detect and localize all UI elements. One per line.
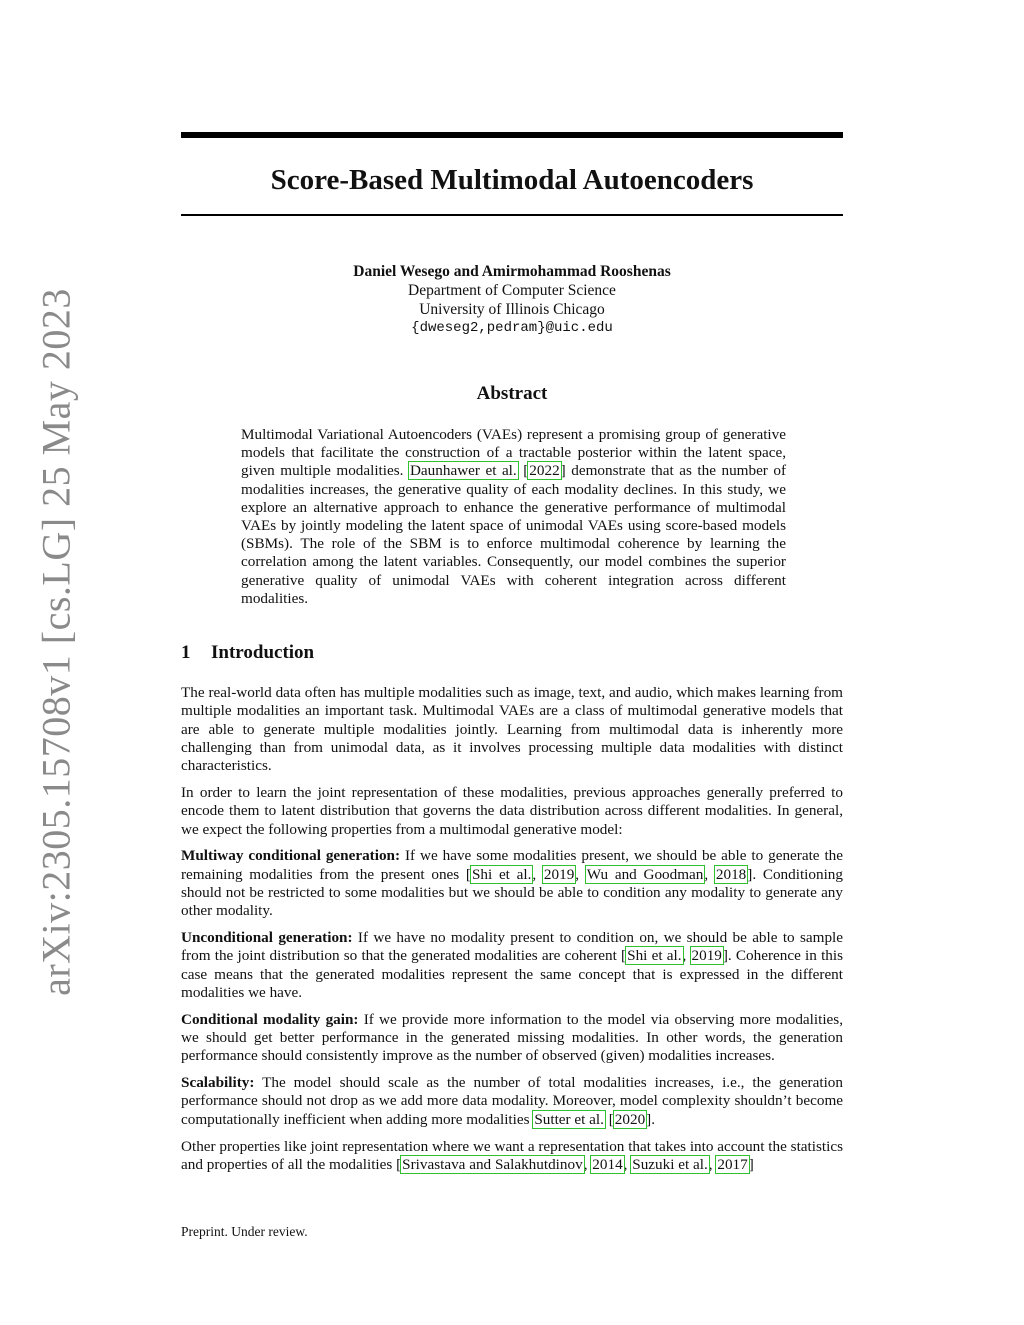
paragraph: In order to learn the joint representation of these modalities, previous approaches generally preferred to encode them to latent distribution that governs the data distribution across different modalities. In general, we expect the following properties from a multimodal generative model:: [181, 783, 843, 838]
paragraph-text: ]. Conditioning should not be restricted to some modalities but we should be able to condition any modality to generate any other modality.: [181, 865, 843, 920]
citation-link[interactable]: Shi et al.: [627, 947, 682, 965]
author-block: [181, 262, 843, 338]
paper-title: Score-Based Multimodal Autoencoders: [270, 164, 754, 196]
abstract-text-2: demonstrate that as the number of modalities increases, the generative quality of each modality declines. In this study, we explore an alternative approach to enhance the generative performance of multimodal VAEs by jointly modeling the latent space of unimodal VAEs using score-based models (SBMs). The role of the SBM is to enforce multimodal coherence by learning the correlation among the latent variables. Consequently, our model combines the superior generative quality of unimodal VAEs with coherent integration across different modalities.: [241, 462, 787, 607]
title-bottom-rule: [181, 214, 843, 216]
section-heading-introduction: [181, 642, 314, 664]
paragraph-text: ].: [646, 1110, 656, 1128]
paragraph-text: ]. Coherence in this case means that the generated modalities represent the same concept that is expressed in the different modalities we have.: [181, 947, 844, 1001]
arxiv-identifier: arXiv:2305.15708v1 [cs.LG] 25 May 2023: [33, 288, 79, 996]
citation-link[interactable]: Sutter et al.: [534, 1110, 604, 1128]
title-top-rule: [181, 132, 843, 138]
citation-link[interactable]: Wu and Goodman: [586, 865, 704, 883]
paragraph: [181, 1011, 843, 1066]
paragraph: Scalability: The model should scale as the number of total modalities increases, i.e., the generation performance should not drop as we add more data modality. Moreover, model complexity shouldn’t become computationally inefficient when adding more modalities Sutter et al. [2020].: [181, 1074, 843, 1128]
paragraph-text: Other properties like joint representation where we want a representation that takes into account the statistics and properties of all the modalities [: [181, 1137, 843, 1173]
abstract-text-1: Multimodal Variational Autoencoders (VAEs) represent a promising group of generative models that facilitate the construction of a tractable posterior within the latent space, given multiple modalities.: [241, 426, 786, 480]
paragraph: Multiway conditional generation: If we have some modalities present, we should be able to generate the remaining modalities from the present ones [Shi et al., 2019, Wu and Goodman, 2018]. Conditioning should not be restricted to some modalities but we should be able to condition any modality to generate any other modality.: [181, 847, 844, 920]
citation-link[interactable]: Srivastava and Salakhutdinov: [402, 1155, 583, 1173]
paragraph-text: If we provide more information to the model via observing more modalities, we should get better performance in the generated missing modalities. In other words, the generation performance should consistently improve as the number of observed (given) modalities increases.: [181, 1010, 844, 1065]
abstract-body: Multimodal Variational Autoencoders (VAEs) represent a promising group of generative models that facilitate the construction of a tractable posterior within the latent space, given multiple modalities. Daunhawer et al. [2022] demonstrate that as the number of modalities increases, the generative quality of each modality declines. In this study, we explore an alternative approach to enhance the generative performance of multimodal VAEs by jointly modeling the latent space of unimodal VAEs using score-based models (SBMs). The role of the SBM is to enforce multimodal coherence by learning the correlation among the latent variables. Consequently, our model combines the superior generative quality of unimodal VAEs with coherent integration across different modalities.: [241, 426, 787, 607]
citation-year-link[interactable]: 2019: [543, 865, 575, 883]
section-title: Introduction: [211, 642, 315, 663]
author-university: University of Illinois Chicago: [419, 301, 605, 318]
author-names: Daniel Wesego and Amirmohammad Rooshenas: [353, 263, 671, 280]
paragraph: Other properties like joint representation where we want a representation that takes into account the statistics and properties of all the modalities [Srivastava and Salakhutdinov, 2014, Suzuki et al., 2017]: [181, 1137, 843, 1173]
citation-year-link[interactable]: 2020: [614, 1110, 646, 1128]
property-label: Unconditional generation:: [181, 929, 353, 947]
citation-year-link[interactable]: 2017: [717, 1155, 748, 1173]
citation-year-link[interactable]: 2014: [592, 1155, 623, 1173]
footer-note: Preprint. Under review.: [181, 1224, 308, 1239]
author-email[interactable]: {dweseg2,pedram}@uic.edu: [411, 320, 613, 336]
paragraph-text: If we have no modality present to condition on, we should be able to sample from the joint distribution so that the generated modalities are coherent [: [181, 929, 843, 965]
property-label: Multiway conditional generation:: [181, 847, 401, 865]
paragraph-text: If we have some modalities present, we should be able to generate the remaining modalities from the present ones [: [181, 847, 844, 883]
property-label: Scalability:: [181, 1074, 255, 1092]
author-department: Department of Computer Science: [408, 282, 616, 299]
citation-year-link[interactable]: 2022: [529, 462, 560, 480]
paragraph: Unconditional generation: If we have no modality present to condition on, we should be able to sample from the joint distribution so that the generated modalities are coherent [Shi et al., 2019]. Coherence in this case means that the generated modalities represent the same concept that is expressed in the different modalities we have.: [181, 929, 844, 1001]
citation-year-link[interactable]: 2018: [715, 865, 747, 883]
citation-link[interactable]: Daunhawer et al.: [409, 462, 517, 480]
abstract-heading: Abstract: [476, 383, 548, 404]
citation-year-link[interactable]: 2019: [691, 947, 722, 965]
citation-link[interactable]: Suzuki et al.: [632, 1155, 708, 1173]
citation-link[interactable]: Shi et al.: [471, 865, 532, 883]
introduction-body: [181, 684, 843, 1183]
paragraph-text: The model should scale as the number of total modalities increases, i.e., the generation performance should not drop as we add more data modality. Moreover, model complexity shouldn’t become computationally inefficient when adding more modalities: [181, 1074, 843, 1128]
paragraph: The real-world data often has multiple modalities such as image, text, and audio, which makes learning from multiple modalities an important task. Multimodal VAEs are a class of multimodal generative models that are able to generate multiple modalities jointly. Learning from multimodal data is inherently more challenging than from unimodal data, as it involves processing multiple data modalities with distinct characteristics.: [181, 684, 843, 775]
section-number: 1: [181, 642, 191, 663]
property-label: Conditional modality gain:: [181, 1010, 359, 1028]
